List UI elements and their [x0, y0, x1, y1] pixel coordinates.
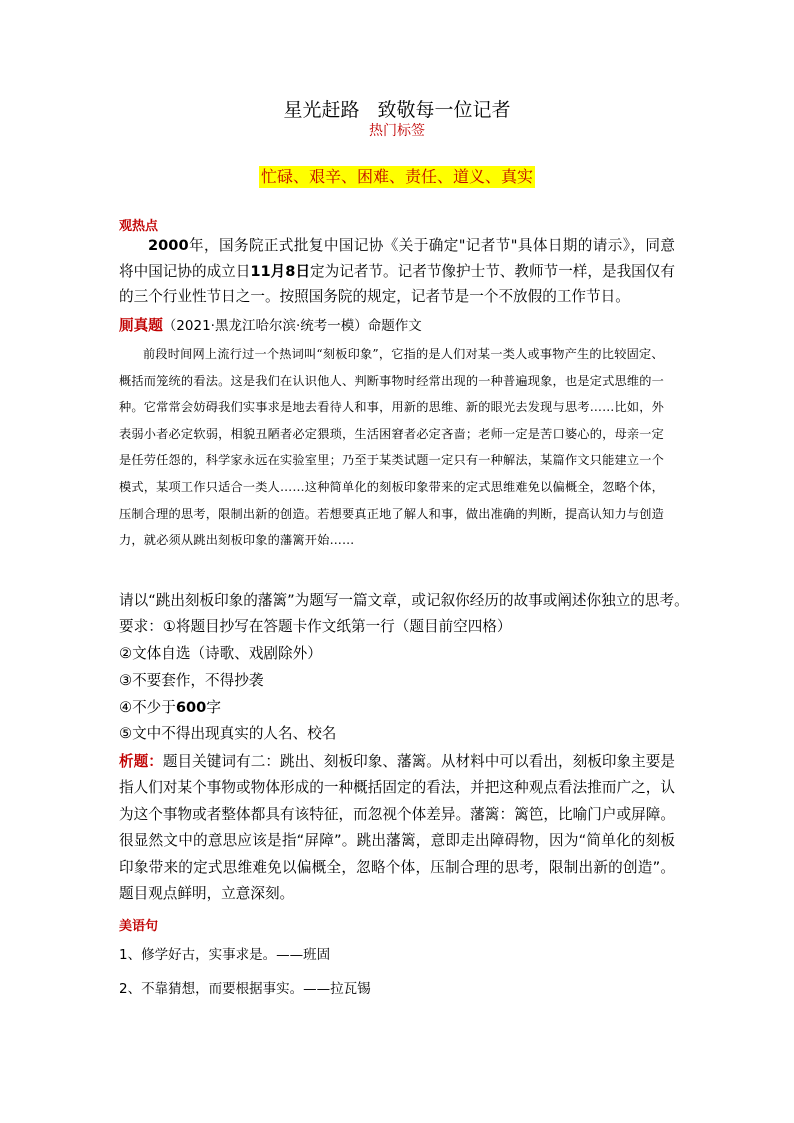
analysis-paragraph [119, 749, 675, 907]
quotes-heading: 美语句 [119, 919, 159, 934]
exam-instruction: 请以“跳出刻板印象的藩篱”为题写一篇文章，或记叙你经历的故事或阐述你独立的思考。 [119, 592, 689, 609]
requirement-4-prefix: ④不少于 [119, 699, 176, 716]
exam-heading-row [119, 316, 422, 336]
requirement-5: ⑤文中不得出现真实的人名、校名 [119, 725, 337, 742]
requirement-2: ②文体自选（诗歌、戏剧除外） [119, 645, 322, 662]
hotspot-year: 2000 [148, 237, 189, 254]
exam-material: 前段时间网上流行过一个热词叫“刻板印象”，它指的是人们对某一类人或事物产生的比较固定、概括而笼统的看法。这是我们在认识他人、判断事物时经常出现的一种普遍现象，也是定式思维的一种。它常常会妨碍我们实事求是地去看待人和事，用新的思维、新的眼光去发现与思考……比如，外表弱小者必定软弱，相貌丑陋者必定猥琐，生活困窘者必定吝啬；老师一定是苦口婆心的，母亲一定是任劳任怨的，科学家永远在实验室里；乃至于某类试题一定只有一种解法，某篇作文只能建立一个模式，某项工作只适合一类人……这种简单化的刻板印象带来的定式思维难免以偏概全，忽略个体，压制合理的思考，限制出新的创造。若想要真正地了解人和事，做出准确的判断，提高认知力与创造力，就必须从跳出刻板印象的藩篱开始…… [119, 347, 665, 548]
page-subtitle: 热门标签 [369, 123, 425, 139]
requirement-4-number: 600 [175, 699, 207, 716]
hotspot-text-b: 定为记者节。记者节像护士节、教师节一样，是我国仅有的三个行业性节日之一。按照国务院的规定，记者节是一个不放假的工作节日。 [119, 262, 675, 306]
exam-source: （2021·黑龙江哈尔滨·统考一模）命题作文 [162, 318, 422, 334]
hotspot-text-a: 年，国务院正式批复中国记协《关于确定"记者节"具体日期的请示》，同意将中国记协的成立日 [119, 237, 675, 280]
hotspot-date: 11月8日 [250, 262, 311, 280]
title-part-2: 致敬每一位记者 [377, 99, 511, 121]
requirement-3: ③不要套作，不得抄袭 [119, 672, 264, 689]
quote-2: 2、不靠猜想，而要根据事实。——拉瓦锡 [119, 981, 371, 997]
tags-row [0, 166, 794, 188]
highlighted-tags: 忙碌、艰辛、困难、责任、道义、真实 [260, 167, 533, 186]
quote-1: 1、修学好古，实事求是。——班固 [119, 947, 331, 963]
hotspot-heading: 观热点 [119, 219, 159, 234]
analysis-text: 题目关键词有二：跳出、刻板印象、藩篱。从材料中可以看出，刻板印象主要是指人们对某个事物或物体形成的一种概括固定的看法，并把这种观点看法推而广之，认为这个事物或者整体都具有该特征，而忽视个体差异。藩篱：篱笆，比喻门户或屏障。很显然文中的意思应该是指“屏障”。跳出藩篱，意即走出障碍物，因为“简单化的刻板印象带来的定式思维难免以偏概全，忽略个体，压制合理的思考，限制出新的创造”。题目观点鲜明，立意深刻。 [119, 753, 675, 903]
requirement-4-suffix: 字 [206, 699, 221, 716]
requirement-4 [119, 698, 221, 718]
hotspot-paragraph [119, 233, 675, 310]
requirement-1: 要求：①将题目抄写在答题卡作文纸第一行（题目前空四格） [119, 618, 512, 635]
page-title [0, 97, 794, 123]
title-part-1: 星光赶路 [283, 99, 360, 121]
analysis-label: 析题： [119, 753, 163, 770]
exam-heading: 厠真题 [119, 317, 163, 334]
